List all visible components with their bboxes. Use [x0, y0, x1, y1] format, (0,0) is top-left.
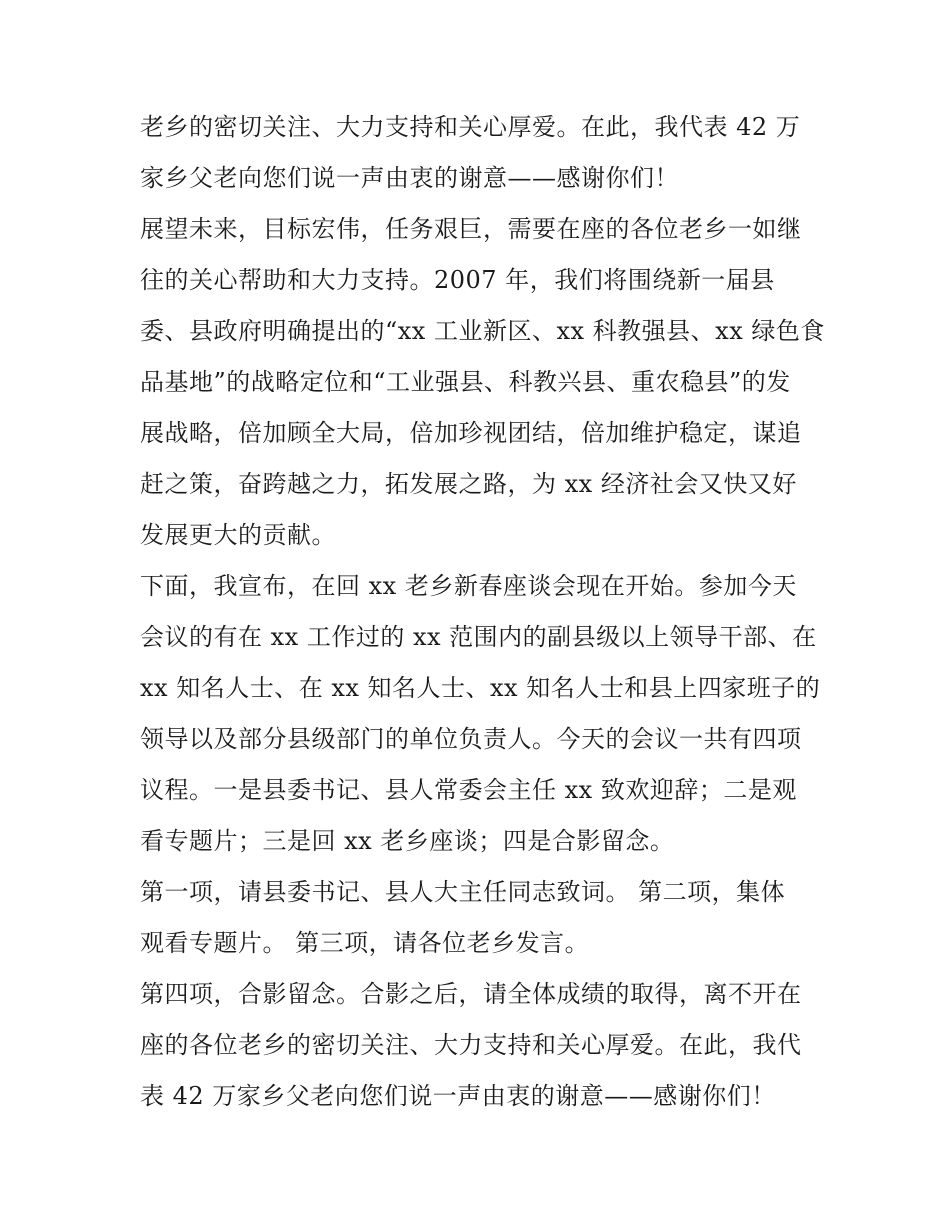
text-line: 赶之策，奋跨越之力，拓发展之路，为 xx 经济社会又快又好 — [140, 470, 797, 498]
paragraph-outlook — [140, 204, 825, 561]
text-line: 家乡父老向您们说一声由衷的谢意——感谢你们！ — [140, 164, 679, 192]
document-body — [140, 102, 825, 1122]
text-line: 观看专题片。 第三项，请各位老乡发言。 — [140, 929, 590, 957]
text-line: 会议的有在 xx 工作过的 xx 范围内的副县级以上领导干部、在 — [140, 623, 817, 651]
text-line: 座的各位老乡的密切关注、大力支持和关心厚爱。在此，我代 — [140, 1031, 802, 1059]
text-line: 委、县政府明确提出的“xx 工业新区、xx 科教强县、xx 绿色食 — [140, 317, 825, 345]
text-line: 展望未来，目标宏伟，任务艰巨，需要在座的各位老乡一如继 — [140, 215, 802, 243]
text-line: 领导以及部分县级部门的单位负责人。今天的会议一共有四项 — [140, 725, 802, 753]
paragraph-closing-thanks — [140, 102, 820, 204]
text-line: 品基地”的战略定位和“工业强县、科教兴县、重农稳县”的发 — [140, 368, 791, 396]
text-line: 老乡的密切关注、大力支持和关心厚爱。在此，我代表 42 万 — [140, 113, 801, 141]
text-line: 第四项，合影留念。合影之后，请全体成绩的取得，离不开在 — [140, 980, 802, 1008]
text-line: 表 42 万家乡父老向您们说一声由衷的谢意——感谢你们！ — [140, 1082, 776, 1110]
text-line: 议程。一是县委书记、县人常委会主任 xx 致欢迎辞；二是观 — [140, 776, 797, 804]
paragraph-agenda-items — [140, 867, 820, 969]
text-line: 第一项，请县委书记、县人大主任同志致词。 第二项，集体 — [140, 878, 786, 906]
paragraph-announcement — [140, 561, 820, 867]
text-line: 下面，我宣布，在回 xx 老乡新春座谈会现在开始。参加今天 — [140, 572, 797, 600]
paragraph-group-photo — [140, 969, 820, 1122]
text-line: 发展更大的贡献。 — [140, 521, 336, 549]
text-line: 看专题片；三是回 xx 老乡座谈；四是合影留念。 — [140, 827, 675, 855]
text-line: xx 知名人士、在 xx 知名人士、xx 知名人士和县上四家班子的 — [140, 674, 821, 702]
text-line: 往的关心帮助和大力支持。2007 年，我们将围绕新一届县 — [140, 266, 775, 294]
text-line: 展战略，倍加顾全大局，倍加珍视团结，倍加维护稳定，谋追 — [140, 419, 802, 447]
